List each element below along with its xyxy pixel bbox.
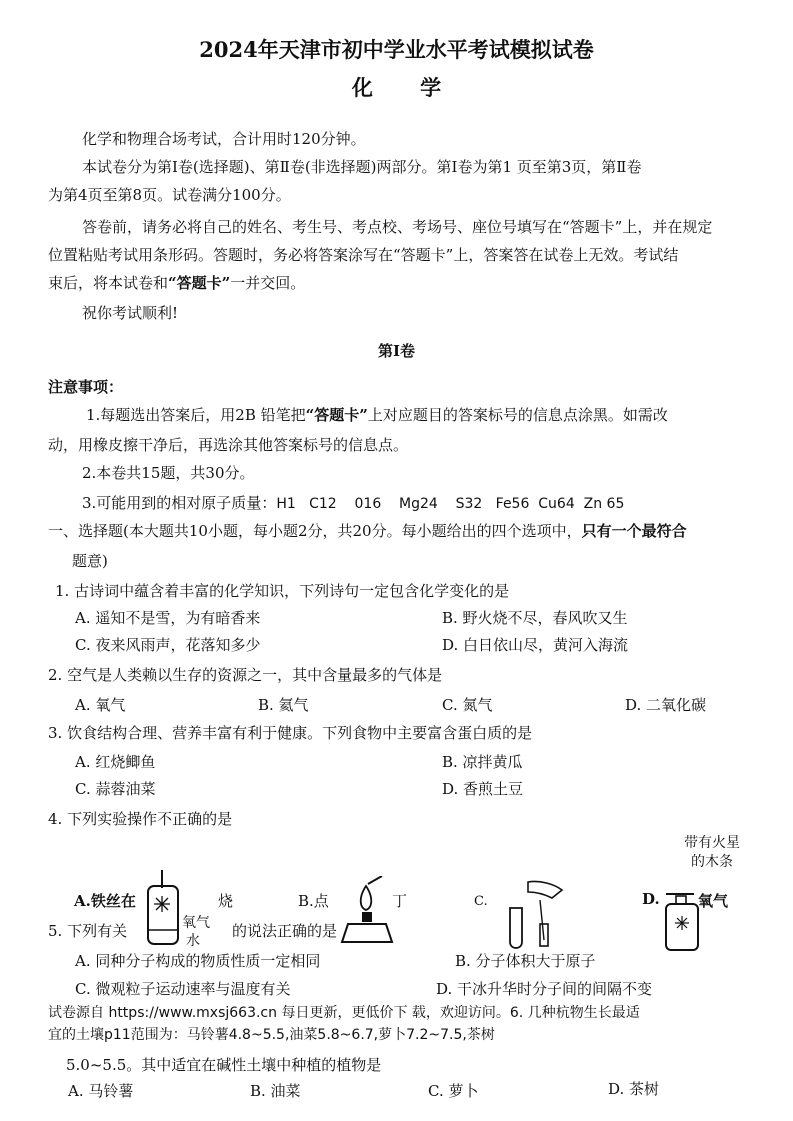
q1-stem: 1. 古诗词中蕴含着丰富的化学知识，下列诗句一定包含化学变化的是	[55, 582, 510, 600]
q4-option-d-label-2: 氧气	[698, 892, 729, 910]
q4-stem: 4. 下列实验操作不正确的是	[48, 810, 233, 828]
q5-stem-post: 的说法正确的是	[232, 922, 338, 940]
q4-annotation-b: 的木条	[691, 854, 733, 870]
q5-option-b: B. 分子体积大于原子	[455, 952, 596, 970]
figure-c-test-tube	[492, 880, 572, 952]
intro-line-2a: 本试卷分为第Ⅰ卷(选择题)、第Ⅱ卷(非选择题)两部分。第Ⅰ卷为第1 页至第3页，第Ⅱ卷	[82, 158, 642, 176]
atomic-masses: H1 C12 016 Mg24 S32 Fe56 Cu64 Zn 65	[276, 496, 625, 512]
source-line-b: 宜的土壤p11范围为：马铃薯4.8~5.5,油菜5.8~6.7,萝卜7.2~7.5,茶树	[48, 1027, 495, 1043]
part1-heading-bold: 只有一个最符合	[581, 522, 687, 540]
q6-option-d: D. 茶树	[608, 1080, 660, 1098]
q3-option-b: B. 凉拌黄瓜	[442, 753, 523, 771]
q4-option-d-label: D.	[642, 890, 660, 908]
q2-stem: 2. 空气是人类赖以生存的资源之一，其中含量最多的气体是	[48, 666, 443, 684]
notice-label: 注意事项：	[48, 378, 124, 396]
q4-option-b-label: B.点	[298, 892, 329, 910]
source-line-a: 试卷源自 https://www.mxsj663.cn 每日更新，更低价下 载，欢迎访问。6. 几种杭物生长最适	[48, 1005, 640, 1021]
q3-stem: 3. 饮食结构合理、营养丰富有利于健康。下列食物中主要富含蛋白质的是	[48, 724, 533, 742]
q3-option-c: C. 蒜蓉油菜	[75, 780, 156, 798]
q2-option-c: C. 氮气	[442, 696, 493, 714]
figure-b-alcohol-lamp	[338, 876, 402, 952]
part1-heading-pre: 一、选择题(本大题共10小题，每小题2分，共20分。每小题给出的四个选项中，	[48, 522, 582, 540]
q1-option-c: C. 夜来风雨声，花落知多少	[75, 636, 261, 654]
section-heading: 第Ⅰ卷	[377, 342, 416, 360]
part1-heading-a	[48, 520, 687, 541]
exam-title: 2024年天津市初中学业水平考试模拟试卷	[199, 37, 594, 62]
q4-annotation-a: 带有火星	[684, 835, 740, 851]
notice-3-label: 3.可能用到的相对原子质量：	[82, 494, 277, 512]
intro-line-4: 祝你考试顺利!	[82, 304, 179, 322]
q6-stem: 5.0~5.5。其中适宜在碱性土壤中种植的植物是	[66, 1056, 382, 1074]
intro-line-1: 化学和物理合场考试，合计用时120分钟。	[82, 130, 366, 148]
notice-1b: 动，用橡皮擦干净后，再选涂其他答案标号的信息点。	[48, 436, 409, 454]
intro-line-2b: 为第4页至第8页。试卷满分100分。	[48, 186, 291, 204]
notice-1a-pre: 1.每题选出答案后，用2B 铅笔把	[86, 406, 306, 424]
figure-d-gas-bottle	[662, 890, 706, 956]
intro-line-3b: 位置粘贴考试用条形码。答题时，务必将答案涂写在“答题卡”上，答案答在试卷上无效。考试结	[48, 246, 679, 264]
q4-option-c-label: C.	[474, 894, 488, 909]
intro-line-3c-pre: 束后，将本试卷和	[48, 274, 169, 292]
q3-option-a: A. 红烧鲫鱼	[75, 753, 156, 771]
answer-card-term: “答题卡”	[168, 274, 231, 292]
subject-title: 化 学	[351, 75, 462, 100]
q1-option-b: B. 野火烧不尽，春风吹又生	[442, 609, 628, 627]
q4-option-b-label-2: 丁	[392, 892, 408, 910]
figure-a-label-oxygen: 氧气	[182, 915, 210, 931]
intro-line-3c-post: 一并交回。	[230, 274, 306, 292]
q4-option-a-label: A.铁丝在	[74, 892, 136, 910]
q5-option-a: A. 同种分子构成的物质性质一定相同	[75, 952, 321, 970]
q6-option-c: C. 萝卜	[428, 1082, 479, 1100]
intro-line-3c	[48, 272, 305, 293]
q4-option-a-label-2: 烧	[218, 892, 234, 910]
q6-option-a: A. 马铃薯	[68, 1082, 134, 1100]
notice-1a-post: 上对应题目的答案标号的信息点涂黑。如需改	[367, 406, 668, 424]
q1-option-d: D. 白日依山尽，黄河入海流	[442, 636, 629, 654]
q2-option-a: A. 氧气	[75, 696, 126, 714]
notice-2: 2.本卷共15题，共30分。	[82, 464, 255, 482]
q1-option-a: A. 遥知不是雪，为有暗香来	[75, 609, 261, 627]
q2-option-d: D. 二氧化碳	[625, 696, 707, 714]
q6-option-b: B. 油菜	[250, 1082, 301, 1100]
q5-stem-pre: 5. 下列有关	[48, 922, 128, 940]
figure-a-label-water: 水	[186, 933, 200, 949]
q5-option-c: C. 微观粒子运动速率与温度有关	[75, 980, 291, 998]
intro-line-3a: 答卷前，请务必将自己的姓名、考生号、考点校、考场号、座位号填写在“答题卡”上，并在规定	[82, 218, 713, 236]
q2-option-b: B. 氦气	[258, 696, 309, 714]
q3-option-d: D. 香煎土豆	[442, 780, 524, 798]
notice-1a	[86, 404, 668, 425]
notice-3	[82, 492, 624, 513]
notice-1a-bold: “答题卡”	[305, 406, 368, 424]
q5-option-d: D. 干冰升华时分子间的间隔不变	[436, 980, 653, 998]
part1-heading-b: 题意)	[72, 552, 108, 570]
